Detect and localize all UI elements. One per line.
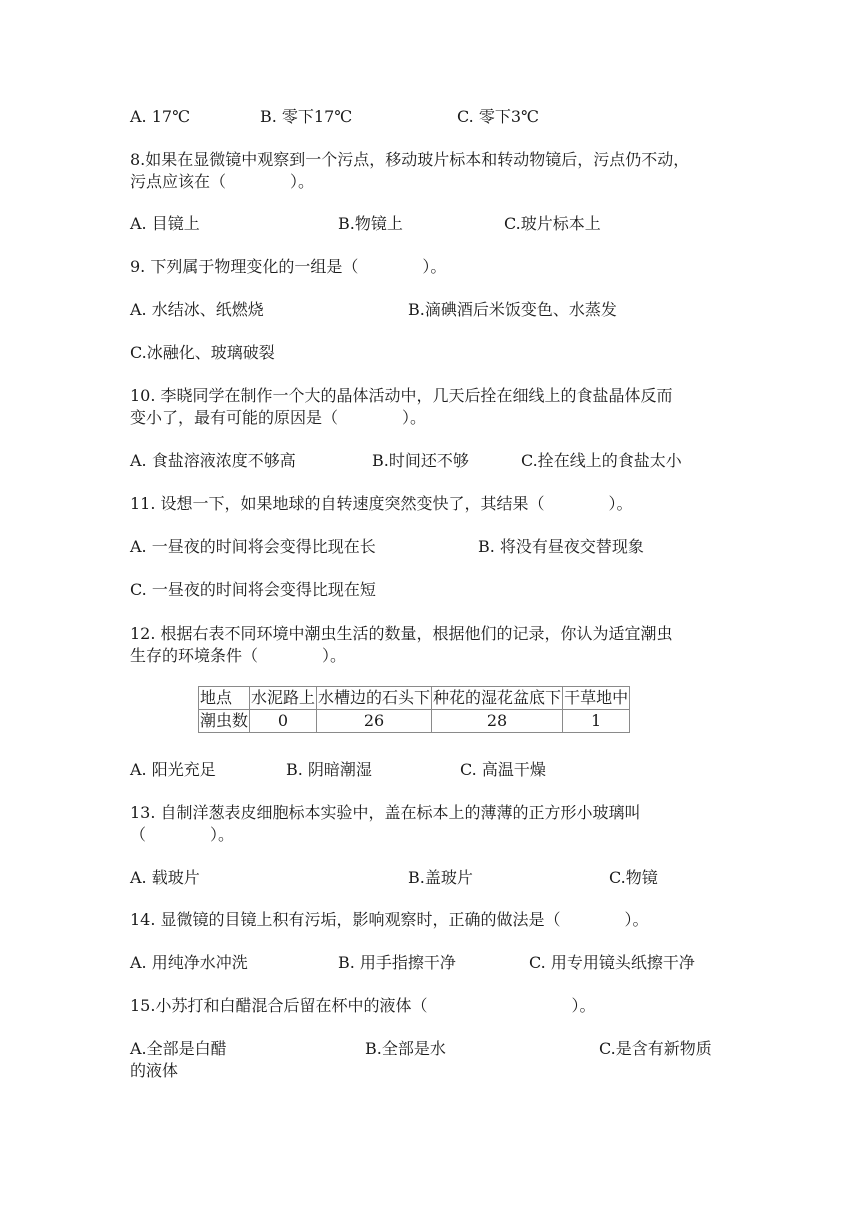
table-cell: 26 bbox=[317, 710, 432, 733]
table-header-cell: 地点 bbox=[199, 687, 250, 710]
q11-option-c: C. 一昼夜的时间将会变得比现在短 bbox=[130, 580, 376, 599]
q13-question-line1: 13. 自制洋葱表皮细胞标本实验中，盖在标本上的薄薄的正方形小玻璃叫 bbox=[130, 803, 641, 822]
table-header-cell: 水泥路上 bbox=[250, 687, 317, 710]
woodlouse-count-table bbox=[198, 686, 630, 733]
q15-option-b: B.全部是水 bbox=[365, 1039, 446, 1058]
q8-question-line1: 8.如果在显微镜中观察到一个污点，移动玻片标本和转动物镜后，污点仍不动， bbox=[130, 150, 690, 169]
q15-option-c: C.是含有新物质 bbox=[599, 1039, 712, 1058]
q7-option-a: A. 17℃ bbox=[130, 107, 190, 126]
q14-option-c: C. 用专用镜头纸擦干净 bbox=[529, 953, 695, 972]
table-header-cell: 水槽边的石头下 bbox=[317, 687, 432, 710]
q9-option-a: A. 水结冰、纸燃烧 bbox=[130, 300, 264, 319]
q10-option-a: A. 食盐溶液浓度不够高 bbox=[130, 451, 296, 470]
q12-question-line1: 12. 根据右表不同环境中潮虫生活的数量，根据他们的记录，你认为适宜潮虫 bbox=[130, 624, 673, 643]
table-header-row bbox=[199, 687, 630, 710]
q8-question-line2: 污点应该在（ ）。 bbox=[130, 172, 315, 191]
q10-option-b: B.时间还不够 bbox=[372, 451, 469, 470]
q15-question: 15.小苏打和白醋混合后留在杯中的液体（ ）。 bbox=[130, 996, 596, 1015]
table-row-label: 潮虫数 bbox=[199, 710, 250, 733]
q9-option-b: B.滴碘酒后米饭变色、水蒸发 bbox=[408, 300, 617, 319]
q12-option-c: C. 高温干燥 bbox=[460, 760, 546, 779]
table-cell: 28 bbox=[432, 710, 563, 733]
q9-question: 9. 下列属于物理变化的一组是（ ）。 bbox=[130, 257, 447, 276]
q9-option-c: C.冰融化、玻璃破裂 bbox=[130, 343, 275, 362]
q13-option-a: A. 载玻片 bbox=[130, 868, 200, 887]
q8-option-c: C.玻片标本上 bbox=[504, 214, 601, 233]
q14-option-a: A. 用纯净水冲洗 bbox=[130, 953, 248, 972]
q11-option-b: B. 将没有昼夜交替现象 bbox=[478, 537, 644, 556]
q13-option-c: C.物镜 bbox=[609, 868, 658, 887]
q8-option-b: B.物镜上 bbox=[338, 214, 403, 233]
q11-option-a: A. 一昼夜的时间将会变得比现在长 bbox=[130, 537, 376, 556]
q10-question-line2: 变小了，最有可能的原因是（ ）。 bbox=[130, 408, 427, 427]
table-cell: 0 bbox=[250, 710, 317, 733]
q10-option-c: C.拴在线上的食盐太小 bbox=[521, 451, 682, 470]
q12-option-a: A. 阳光充足 bbox=[130, 760, 216, 779]
q10-question-line1: 10. 李晓同学在制作一个大的晶体活动中，几天后拴在细线上的食盐晶体反而 bbox=[130, 386, 673, 405]
q15-option-a: A.全部是白醋 bbox=[130, 1039, 227, 1058]
q14-option-b: B. 用手指擦干净 bbox=[338, 953, 456, 972]
table-header-cell: 种花的湿花盆底下 bbox=[432, 687, 563, 710]
q13-option-b: B.盖玻片 bbox=[408, 868, 473, 887]
q15-option-c-continued: 的液体 bbox=[130, 1061, 179, 1080]
q7-option-c: C. 零下3℃ bbox=[457, 107, 539, 126]
table-header-cell: 干草地中 bbox=[563, 687, 630, 710]
q12-question-line2: 生存的环境条件（ ）。 bbox=[130, 646, 347, 665]
q7-option-b: B. 零下17℃ bbox=[260, 107, 353, 126]
q14-question: 14. 显微镜的目镜上积有污垢，影响观察时，正确的做法是（ ）。 bbox=[130, 910, 649, 929]
table-cell: 1 bbox=[563, 710, 630, 733]
q8-option-a: A. 目镜上 bbox=[130, 214, 200, 233]
q13-question-line2: （ ）。 bbox=[130, 825, 235, 844]
table-row bbox=[199, 710, 630, 733]
q12-option-b: B. 阴暗潮湿 bbox=[286, 760, 372, 779]
q11-question: 11. 设想一下，如果地球的自转速度突然变快了，其结果（ ）。 bbox=[130, 494, 633, 513]
